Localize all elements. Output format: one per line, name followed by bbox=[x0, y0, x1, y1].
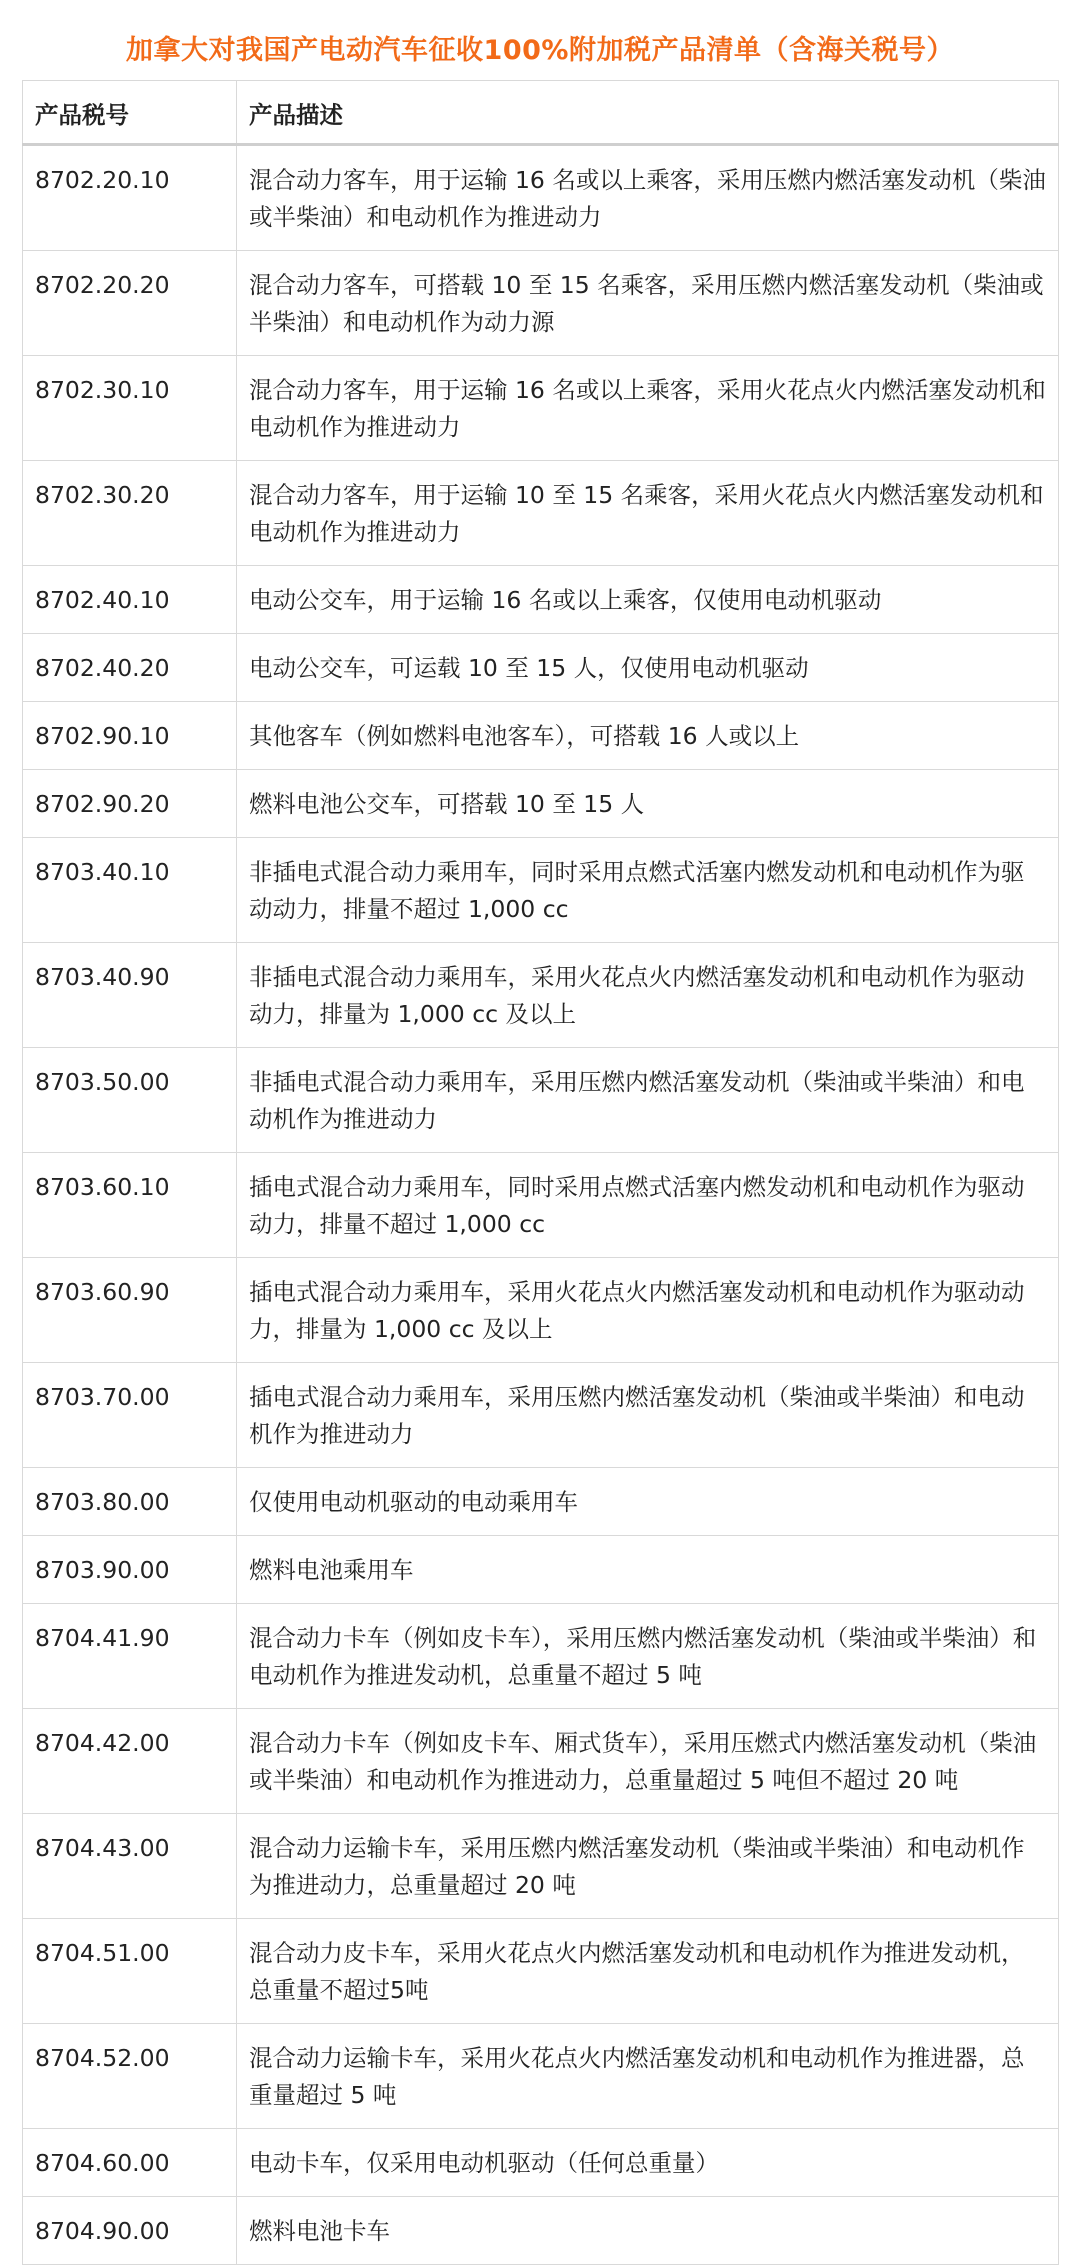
table-row bbox=[23, 943, 1059, 1048]
table-row bbox=[23, 461, 1059, 566]
tariff-code: 8702.30.10 bbox=[23, 356, 237, 461]
tariff-code: 8702.30.20 bbox=[23, 461, 237, 566]
table-row bbox=[23, 1363, 1059, 1468]
product-description: 混合动力卡车（例如皮卡车、厢式货车），采用压燃式内燃活塞发动机（柴油或半柴油）和电动机作为推进动力，总重量超过 5 吨但不超过 20 吨 bbox=[237, 1709, 1059, 1814]
tariff-code: 8704.41.90 bbox=[23, 1604, 237, 1709]
table-row bbox=[23, 566, 1059, 634]
product-description: 电动公交车，可运载 10 至 15 人，仅使用电动机驱动 bbox=[237, 634, 1059, 702]
tariff-code: 8703.50.00 bbox=[23, 1048, 237, 1153]
tariff-code: 8703.60.90 bbox=[23, 1258, 237, 1363]
tariff-code: 8703.90.00 bbox=[23, 1536, 237, 1604]
tariff-code: 8703.40.10 bbox=[23, 838, 237, 943]
table-row bbox=[23, 1468, 1059, 1536]
header-row bbox=[23, 81, 1059, 145]
table-row bbox=[23, 1153, 1059, 1258]
product-description: 插电式混合动力乘用车，同时采用点燃式活塞内燃发动机和电动机作为驱动动力，排量不超过 1,000 cc bbox=[237, 1153, 1059, 1258]
table-row bbox=[23, 1919, 1059, 2024]
table-row bbox=[23, 1709, 1059, 1814]
product-description: 燃料电池乘用车 bbox=[237, 1536, 1059, 1604]
table-row bbox=[23, 251, 1059, 356]
table-row bbox=[23, 1258, 1059, 1363]
tariff-code: 8704.90.00 bbox=[23, 2197, 237, 2265]
table-body bbox=[23, 145, 1059, 2265]
tariff-code: 8704.43.00 bbox=[23, 1814, 237, 1919]
tariff-code: 8704.42.00 bbox=[23, 1709, 237, 1814]
product-description: 非插电式混合动力乘用车，采用火花点火内燃活塞发动机和电动机作为驱动动力，排量为 1,000 cc 及以上 bbox=[237, 943, 1059, 1048]
header-code: 产品税号 bbox=[23, 81, 237, 145]
product-description: 混合动力运输卡车，采用压燃内燃活塞发动机（柴油或半柴油）和电动机作为推进动力，总重量超过 20 吨 bbox=[237, 1814, 1059, 1919]
product-description: 其他客车（例如燃料电池客车），可搭载 16 人或以上 bbox=[237, 702, 1059, 770]
table-header bbox=[23, 81, 1059, 145]
header-description: 产品描述 bbox=[237, 81, 1059, 145]
tariff-code: 8702.90.20 bbox=[23, 770, 237, 838]
table-row bbox=[23, 1604, 1059, 1709]
tariff-code: 8702.40.10 bbox=[23, 566, 237, 634]
tariff-code: 8703.70.00 bbox=[23, 1363, 237, 1468]
tariff-code: 8702.20.20 bbox=[23, 251, 237, 356]
table-row bbox=[23, 2129, 1059, 2197]
tariff-code: 8702.20.10 bbox=[23, 145, 237, 251]
product-description: 插电式混合动力乘用车，采用火花点火内燃活塞发动机和电动机作为驱动动力，排量为 1,000 cc 及以上 bbox=[237, 1258, 1059, 1363]
product-description: 非插电式混合动力乘用车，采用压燃内燃活塞发动机（柴油或半柴油）和电动机作为推进动力 bbox=[237, 1048, 1059, 1153]
product-description: 燃料电池公交车，可搭载 10 至 15 人 bbox=[237, 770, 1059, 838]
tariff-code: 8702.40.20 bbox=[23, 634, 237, 702]
product-description: 混合动力运输卡车，采用火花点火内燃活塞发动机和电动机作为推进器，总重量超过 5 吨 bbox=[237, 2024, 1059, 2129]
table-row bbox=[23, 702, 1059, 770]
product-description: 电动卡车，仅采用电动机驱动（任何总重量） bbox=[237, 2129, 1059, 2197]
product-description: 插电式混合动力乘用车，采用压燃内燃活塞发动机（柴油或半柴油）和电动机作为推进动力 bbox=[237, 1363, 1059, 1468]
product-description: 混合动力客车，用于运输 16 名或以上乘客，采用火花点火内燃活塞发动机和电动机作为推进动力 bbox=[237, 356, 1059, 461]
tariff-code: 8703.60.10 bbox=[23, 1153, 237, 1258]
tariff-code: 8703.40.90 bbox=[23, 943, 237, 1048]
tariff-code: 8704.52.00 bbox=[23, 2024, 237, 2129]
tariff-code: 8702.90.10 bbox=[23, 702, 237, 770]
product-description: 非插电式混合动力乘用车，同时采用点燃式活塞内燃发动机和电动机作为驱动动力，排量不超过 1,000 cc bbox=[237, 838, 1059, 943]
product-description: 电动公交车，用于运输 16 名或以上乘客，仅使用电动机驱动 bbox=[237, 566, 1059, 634]
table-row bbox=[23, 1536, 1059, 1604]
product-description: 混合动力皮卡车，采用火花点火内燃活塞发动机和电动机作为推进发动机，总重量不超过5吨 bbox=[237, 1919, 1059, 2024]
product-description: 混合动力客车，用于运输 10 至 15 名乘客，采用火花点火内燃活塞发动机和电动机作为推进动力 bbox=[237, 461, 1059, 566]
table-row bbox=[23, 2197, 1059, 2265]
table-row bbox=[23, 838, 1059, 943]
table-row bbox=[23, 770, 1059, 838]
table-row bbox=[23, 356, 1059, 461]
table-row bbox=[23, 2024, 1059, 2129]
product-description: 混合动力客车，可搭载 10 至 15 名乘客，采用压燃内燃活塞发动机（柴油或半柴油）和电动机作为动力源 bbox=[237, 251, 1059, 356]
table-row bbox=[23, 1814, 1059, 1919]
tariff-code: 8704.51.00 bbox=[23, 1919, 237, 2024]
product-table bbox=[22, 80, 1059, 2265]
page-title: 加拿大对我国产电动汽车征收100%附加税产品清单（含海关税号） bbox=[126, 35, 954, 66]
product-description: 混合动力卡车（例如皮卡车），采用压燃内燃活塞发动机（柴油或半柴油）和电动机作为推进发动机，总重量不超过 5 吨 bbox=[237, 1604, 1059, 1709]
product-description: 混合动力客车，用于运输 16 名或以上乘客，采用压燃内燃活塞发动机（柴油或半柴油）和电动机作为推进动力 bbox=[237, 145, 1059, 251]
product-description: 燃料电池卡车 bbox=[237, 2197, 1059, 2265]
product-description: 仅使用电动机驱动的电动乘用车 bbox=[237, 1468, 1059, 1536]
tariff-code: 8704.60.00 bbox=[23, 2129, 237, 2197]
table-row bbox=[23, 1048, 1059, 1153]
table-row bbox=[23, 634, 1059, 702]
table-row bbox=[23, 145, 1059, 251]
tariff-code: 8703.80.00 bbox=[23, 1468, 237, 1536]
